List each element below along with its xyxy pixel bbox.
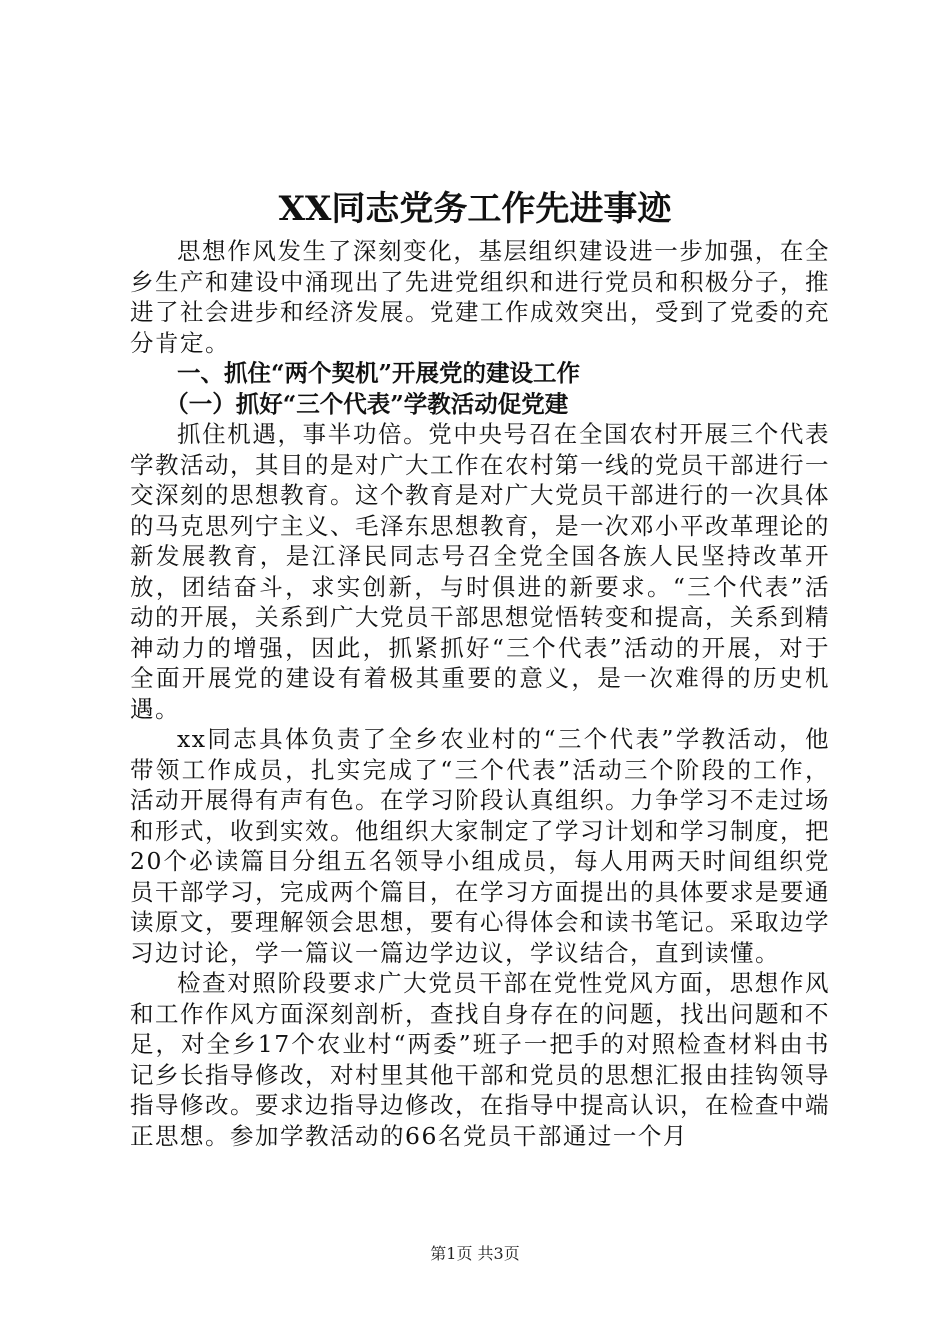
subsection-heading: （一）抓好“三个代表”学教活动促党建 <box>165 389 569 418</box>
document-body <box>130 236 830 1151</box>
section-heading: 一、抓住“两个契机”开展党的建设工作 <box>177 359 581 387</box>
document-title: XX同志党务工作先进事迹 <box>278 189 672 229</box>
intro-paragraph: 思想作风发生了深刻变化，基层组织建设进一步加强，在全乡生产和建设中涌现出了先进党组织和进行党员和积极分子，推进了社会进步和经济发展。党建工作成效突出，受到了党委的充分肯定。 <box>130 237 830 357</box>
body-paragraph: xx同志具体负责了全乡农业村的“三个代表”学教活动，他带领工作成员，扎实完成了“三个代表”活动三个阶段的工作，活动开展得有声有色。在学习阶段认真组织。力争学习不走过场和形式，收到实效。他组织大家制定了学习计划和学习制度，把20个必读篇目分组五名领导小组成员，每人用两天时间组织党员干部学习，完成两个篇目，在学习方面提出的具体要求是要通读原文，要理解领会思想，要有心得体会和读书笔记。采取边学习边讨论，学一篇议一篇边学边议，学议结合，直到读懂。 <box>130 725 830 967</box>
body-paragraph: 抓住机遇，事半功倍。党中央号召在全国农村开展三个代表学教活动，其目的是对广大工作在农村第一线的党员干部进行一交深刻的思想教育。这个教育是对广大党员干部进行的一次具体的马克思列宁主义、毛泽东思想教育，是一次邓小平改革理论的新发展教育，是江泽民同志号召全党全国各族人民坚持改革开放，团结奋斗，求实创新，与时俱进的新要求。“三个代表”活动的开展，关系到广大党员干部思想觉悟转变和提高，关系到精神动力的增强，因此，抓紧抓好“三个代表”活动的开展，对于全面开展党的建设有着极其重要的意义，是一次难得的历史机遇。 <box>130 420 830 723</box>
body-paragraph: 检查对照阶段要求广大党员干部在党性党风方面，思想作风和工作作风方面深刻剖析，查找自身存在的问题，找出问题和不足，对全乡17个农业村“两委”班子一把手的对照检查材料由书记乡长指导修改，对村里其他干部和党员的思想汇报由挂钩领导指导修改。要求边指导边修改，在指导中提高认识，在检查中端正思想。参加学教活动的66名党员干部通过一个月 <box>130 969 830 1150</box>
page-number-footer: 第1页 共3页 <box>430 1244 520 1263</box>
